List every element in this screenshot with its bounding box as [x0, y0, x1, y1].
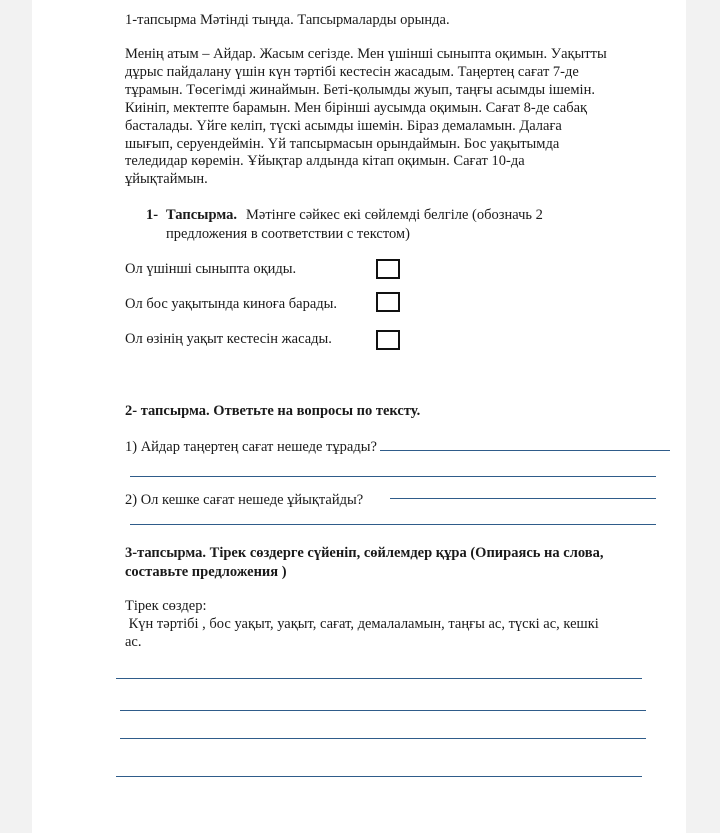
- task3-title: 3-тапсырма. Тірек сөздерге сүйеніп, сөйлемдер құра (Опираясь на слова,: [125, 545, 604, 561]
- answer-line-3b[interactable]: [120, 710, 646, 711]
- task-header: 1-тапсырма Мәтінді тыңда. Тапсырмаларды орында.: [125, 12, 450, 28]
- text-line: Менің атым – Айдар. Жасым сегізде. Мен үшінші сыныпта оқимын. Уақытты: [125, 46, 607, 62]
- text-line: дұрыс пайдалану үшін күн тәртібі кестесін жасадым. Таңертең сағат 7-де: [125, 63, 579, 80]
- task1-instruction-cont: предложения в соответствии с текстом): [166, 226, 410, 242]
- task1-number: 1-: [146, 207, 159, 223]
- support-words-cont: ас.: [125, 634, 142, 650]
- task1-instruction: Мәтінге сәйкес екі сөйлемді белгіле (обозначь 2: [246, 207, 543, 223]
- task1-title: Тапсырма.: [166, 207, 237, 223]
- reading-text: [125, 46, 685, 189]
- text-line: басталады. Үйге келіп, түскі асымды ішемін. Біраз демаламын. Далаға: [125, 117, 562, 134]
- answer-line-2a[interactable]: [390, 498, 656, 499]
- question-1: 1) Айдар таңертең сағат нешеде тұрады?: [125, 439, 377, 455]
- text-line: теледидар көремін. Ұйықтар алдында кітап оқимын. Сағат 10-да: [125, 153, 525, 170]
- question-2: 2) Ол кешке сағат нешеде ұйықтайды?: [125, 492, 364, 508]
- answer-line-1a[interactable]: [380, 450, 670, 451]
- statement-2: Ол бос уақытында киноға барады.: [125, 296, 338, 312]
- checkbox-statement-3[interactable]: [376, 330, 400, 350]
- text-line: тұрамын. Төсегімді жинаймын. Беті-қолымды жуып, таңғы асымды ішемін.: [125, 81, 595, 98]
- text-line: ұйықтаймын.: [125, 171, 208, 188]
- checkbox-statement-2[interactable]: [376, 292, 400, 312]
- checkbox-statement-1[interactable]: [376, 259, 400, 279]
- support-words-label: Тірек сөздер:: [125, 598, 207, 614]
- statement-1: Ол үшінші сыныпта оқиды.: [125, 261, 297, 277]
- answer-line-2b[interactable]: [130, 524, 656, 525]
- answer-line-3d[interactable]: [116, 776, 642, 777]
- answer-line-3a[interactable]: [116, 678, 642, 679]
- answer-line-3c[interactable]: [120, 738, 646, 739]
- task3-title-cont: составьте предложения ): [125, 564, 287, 580]
- task2-title: 2- тапсырма. Ответьте на вопросы по тексту.: [125, 403, 421, 419]
- answer-line-1b[interactable]: [130, 476, 656, 477]
- text-line: шығып, серуендеймін. Үй тапсырмасын орындаймын. Бос уақытымда: [125, 135, 560, 152]
- statement-3: Ол өзінің уақыт кестесін жасады.: [125, 331, 332, 347]
- text-line: Киініп, мектепте барамын. Мен бірінші аусымда оқимын. Сағат 8-де сабақ: [125, 99, 588, 116]
- support-words: Күн тәртібі , бос уақыт, уақыт, сағат, демалаламын, таңғы ас, түскі ас, кешкі: [125, 616, 599, 632]
